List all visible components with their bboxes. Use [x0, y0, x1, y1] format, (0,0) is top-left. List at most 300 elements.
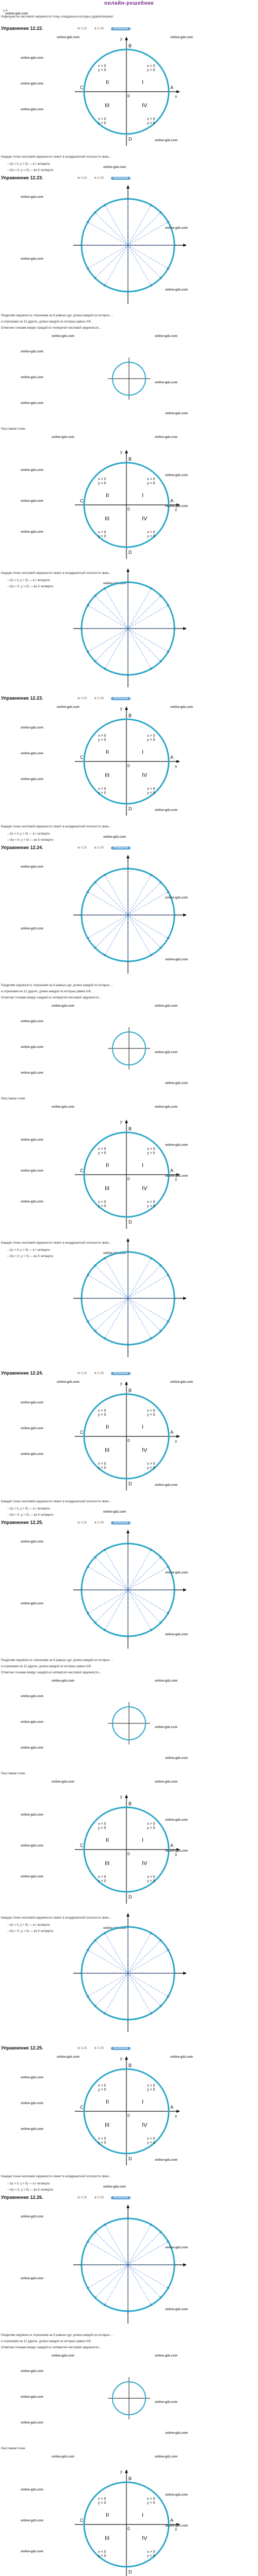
sign-q2-1: y > 0: [98, 1826, 106, 1830]
quadrant-circle-diagram: [70, 2055, 183, 2168]
watermark: online-gdz.com: [165, 1819, 188, 1822]
quadrant-label-1: I: [142, 2512, 144, 2518]
quadrant-label-2: II: [106, 749, 109, 755]
angles-circle-diagram: [66, 1911, 190, 2035]
sign-q1-1: y > 0: [147, 1151, 155, 1155]
watermark: online-gdz.com: [21, 2370, 43, 2373]
caption: – I(x > 0, y > 0) — в I четверти: [7, 833, 50, 836]
quadrant-circle-diagram: [70, 35, 183, 148]
caption: Каждая точка числовой окружности лежит в координатной плоскости свою...: [1, 1242, 111, 1245]
attention-pill[interactable]: Внимание: [111, 2196, 131, 2199]
sign-q3-1: y < 0: [98, 1879, 106, 1883]
watermark: online-gdz.com: [57, 36, 79, 39]
stat-badge[interactable]: ⊕ 3.1К: [77, 2196, 87, 2199]
caption: Расставим точки.: [1, 428, 26, 431]
caption: Расставим точки.: [1, 1097, 26, 1100]
quadrant-label-4: IV: [142, 2122, 148, 2128]
point-c-label: C: [80, 85, 84, 90]
sign-q4-0: x > 0: [147, 1462, 155, 1466]
exercise-title: Упражнение 12.25.: [1, 2045, 43, 2050]
toolbar: [77, 1371, 258, 1376]
watermark: online-gdz.com: [21, 1844, 43, 1848]
watermark: online-gdz.com: [21, 2421, 43, 2425]
sign-q2-1: y > 0: [98, 1151, 106, 1155]
attention-pill[interactable]: Внимание: [111, 697, 131, 700]
axis-y-label: y: [120, 1381, 122, 1386]
watermark: online-gdz.com: [57, 1381, 79, 1384]
attention-pill[interactable]: Внимание: [111, 1372, 131, 1375]
attention-pill[interactable]: Внимание: [111, 177, 131, 180]
origin-label: 0: [127, 1177, 130, 1181]
axis-y-label: y: [120, 1794, 122, 1799]
watermark: online-gdz.com: [155, 2354, 178, 2358]
point-d-label: D: [128, 2569, 132, 2574]
watermark: online-gdz.com: [165, 1850, 188, 1853]
sign-q2-1: y > 0: [98, 482, 106, 485]
watermark: online-gdz.com: [165, 1175, 188, 1178]
sign-q4-1: y < 0: [147, 2554, 155, 2558]
sign-q4-1: y < 0: [147, 1205, 155, 1208]
quadrant-label-4: IV: [142, 772, 148, 778]
caption: и отрезками на 12 других, длина каждой из которых равна π/6.: [1, 2340, 92, 2343]
watermark: online-gdz.com: [21, 2550, 43, 2553]
watermark: online-gdz.com: [103, 1927, 126, 1930]
origin-label: 0: [127, 94, 130, 98]
point-a-label: A: [170, 498, 174, 503]
caption: – II(x < 0, y > 0) — во II четверти: [7, 839, 54, 842]
stat-badge[interactable]: ⊕ 3.1К: [77, 1372, 87, 1375]
exercise-title: Упражнение 12.24.: [1, 845, 43, 850]
watermark: online-gdz.com: [165, 896, 188, 900]
point-d-label: D: [128, 1219, 132, 1225]
sign-q4-0: x > 0: [147, 2550, 155, 2554]
watermark: online-gdz.com: [165, 227, 188, 230]
caption: Каждая точка числовой окружности лежит в координатной плоскости свою...: [1, 1917, 111, 1920]
caption: и отрезками на 12 других, длина каждой из которых равна π/6.: [1, 1665, 92, 1668]
origin-label: 0: [127, 2113, 130, 2118]
watermark: online-gdz.com: [21, 82, 43, 86]
origin-label: 0: [127, 2527, 130, 2531]
watermark: online-gdz.com: [21, 376, 43, 379]
quadrant-label-1: I: [142, 749, 144, 755]
axis-y-label: y: [120, 37, 122, 41]
caption: Каждая точка числовой окружности лежит в координатной плоскости свою...: [1, 2175, 111, 2178]
quadrant-label-2: II: [106, 2099, 109, 2105]
watermark: online-gdz.com: [21, 1200, 43, 1204]
watermark: online-gdz.com: [155, 1680, 178, 1683]
origin-label: 0: [127, 1438, 130, 1443]
watermark: online-gdz.com: [21, 2277, 43, 2280]
caption: Разделим окружность отрезками на 8 равных дуг, длина каждой из которых ...: [1, 314, 114, 317]
caption: – II(x < 0, y > 0) — во II четверти: [7, 2189, 54, 2192]
quadrant-label-4: IV: [142, 2535, 148, 2541]
point-a-label: A: [170, 2518, 174, 2523]
sign-q2-0: x < 0: [98, 2497, 106, 2501]
caption: Разделим окружность отрезками на 8 равных дуг, длина каждой из которых ...: [1, 2334, 114, 2337]
watermark: online-gdz.com: [21, 1695, 43, 1698]
caption: Каждая точка числовой окружности лежит в координатной плоскости свою...: [1, 572, 111, 575]
sign-q3-1: y < 0: [98, 2141, 106, 2145]
watermark: online-gdz.com: [21, 2215, 43, 2218]
watermark: online-gdz.com: [103, 2185, 126, 2189]
sign-q3-0: x < 0: [98, 1875, 106, 1879]
caption: и отрезками на 12 других, длина каждой из которых равна π/6.: [1, 320, 92, 324]
quadrant-label-2: II: [106, 1162, 109, 1168]
watermark: online-gdz.com: [155, 2401, 178, 2404]
quadrant-label-3: III: [105, 1860, 110, 1867]
watermark: online-gdz.com: [52, 2455, 74, 2459]
watermark: online-gdz.com: [52, 1005, 74, 1008]
attention-pill[interactable]: Внимание: [111, 846, 131, 850]
quadrant-label-2: II: [106, 79, 109, 86]
sign-q2-0: x < 0: [98, 1409, 106, 1413]
sign-q3-1: y < 0: [98, 535, 106, 538]
watermark: online-gdz.com: [21, 778, 43, 781]
watermark: online-gdz.com: [21, 1747, 43, 1750]
watermark: online-gdz.com: [21, 108, 43, 111]
watermark: online-gdz.com: [21, 1427, 43, 1430]
answer-circle-diagram: [106, 1025, 152, 1072]
watermark: online-gdz.com: [155, 436, 178, 439]
watermark: online-gdz.com: [170, 1381, 193, 1384]
point-c-label: C: [80, 1430, 84, 1435]
watermark: online-gdz.com: [21, 752, 43, 755]
stat-badge[interactable]: ⊕ 3.2К: [94, 697, 104, 700]
watermark: online-gdz.com: [165, 958, 188, 961]
quadrant-label-1: I: [142, 1162, 144, 1168]
sign-q3-0: x < 0: [98, 531, 106, 534]
watermark: online-gdz.com: [155, 1005, 178, 1008]
sign-q1-0: x > 0: [147, 734, 155, 738]
caption: – I(x > 0, y > 0) — в I четверти: [7, 2182, 50, 2185]
caption: – I(x > 0, y > 0) — в I четверти: [7, 163, 50, 166]
sign-q4-0: x > 0: [147, 1200, 155, 1204]
caption: Каждая точка числовой окружности лежит в координатной плоскости свою...: [1, 156, 111, 159]
sign-q3-1: y < 0: [98, 791, 106, 795]
watermark: online-gdz.com: [155, 335, 178, 338]
watermark: online-gdz.com: [155, 381, 178, 384]
axis-x-label: x: [175, 1852, 177, 1857]
stat-badge[interactable]: ⊕ 3.2К: [94, 1372, 104, 1375]
toolbar: [77, 697, 258, 701]
watermark: online-gdz.com: [21, 2396, 43, 2399]
quadrant-label-3: III: [105, 2535, 110, 2541]
quadrant-label-3: III: [105, 772, 110, 778]
stat-badge[interactable]: ⊕ 3.2К: [94, 2196, 104, 2199]
watermark: online-gdz.com: [21, 57, 43, 60]
caption: Отметим точками вокруг каждой из четвертей числовой окружности...: [1, 327, 102, 330]
caption: – I(x > 0, y > 0) — в I четверти: [7, 1249, 50, 1252]
watermark: online-gdz.com: [165, 1082, 188, 1085]
watermark: online-gdz.com: [165, 474, 188, 477]
quadrant-label-1: I: [142, 2099, 144, 2105]
sign-q2-1: y > 0: [98, 2501, 106, 2505]
sign-q4-0: x > 0: [147, 531, 155, 534]
watermark: online-gdz.com: [21, 2128, 43, 2131]
stat-badge[interactable]: ⊕ 3.2К: [94, 177, 104, 180]
sign-q4-1: y < 0: [147, 2141, 155, 2145]
watermark: online-gdz.com: [52, 335, 74, 338]
point-c-label: C: [80, 1168, 84, 1173]
sign-q4-0: x > 0: [147, 1875, 155, 1879]
stat-badge[interactable]: ⊕ 3.1К: [77, 27, 87, 30]
sign-q1-1: y > 0: [147, 69, 155, 72]
point-d-label: D: [128, 1894, 132, 1900]
watermark: online-gdz.com: [5, 12, 28, 15]
watermark: online-gdz.com: [21, 500, 43, 503]
sign-q1-1: y > 0: [147, 2088, 155, 2092]
watermark: online-gdz.com: [21, 1046, 43, 1049]
sign-q1-0: x > 0: [147, 1409, 155, 1413]
sign-q4-1: y < 0: [147, 535, 155, 538]
watermark: online-gdz.com: [165, 1144, 188, 1147]
quadrant-label-4: IV: [142, 103, 148, 109]
watermark: online-gdz.com: [170, 2056, 193, 2059]
toolbar: [77, 1521, 258, 1526]
watermark: online-gdz.com: [21, 2519, 43, 2522]
watermark: online-gdz.com: [52, 1781, 74, 1784]
watermark: online-gdz.com: [165, 2494, 188, 2497]
watermark: online-gdz.com: [21, 196, 43, 199]
sign-q2-0: x < 0: [98, 64, 106, 68]
watermark: online-gdz.com: [103, 1511, 126, 1514]
sign-q3-1: y < 0: [98, 2554, 106, 2558]
point-b-label: B: [128, 1801, 132, 1806]
sign-q2-1: y > 0: [98, 2088, 106, 2092]
toolbar: [77, 27, 258, 31]
sign-q4-1: y < 0: [147, 1466, 155, 1470]
sign-q1-0: x > 0: [147, 478, 155, 481]
caption: Расставим точки.: [1, 1772, 26, 1775]
origin-label: 0: [127, 764, 130, 768]
watermark: online-gdz.com: [155, 139, 178, 142]
point-b-label: B: [128, 713, 132, 718]
quadrant-label-4: IV: [142, 516, 148, 522]
angles-circle-diagram: [66, 567, 190, 690]
point-a-label: A: [170, 755, 174, 760]
watermark: online-gdz.com: [155, 1106, 178, 1109]
watermark: online-gdz.com: [155, 2455, 178, 2459]
point-c-label: C: [80, 755, 84, 760]
point-d-label: D: [128, 137, 132, 142]
watermark: online-gdz.com: [170, 36, 193, 39]
answer-circle-diagram: [106, 355, 152, 402]
watermark: online-gdz.com: [52, 1106, 74, 1109]
watermark: online-gdz.com: [103, 166, 126, 169]
point-b-label: B: [128, 1126, 132, 1131]
sign-q2-0: x < 0: [98, 734, 106, 738]
watermark: online-gdz.com: [21, 2076, 43, 2079]
quadrant-label-1: I: [142, 1424, 144, 1430]
stat-badge[interactable]: ⊕ 3.2К: [94, 27, 104, 30]
watermark: online-gdz.com: [170, 706, 193, 709]
sign-q1-1: y > 0: [147, 1826, 155, 1830]
attention-pill[interactable]: Внимание: [111, 27, 131, 30]
watermark: online-gdz.com: [21, 2488, 43, 2492]
point-d-label: D: [128, 2156, 132, 2161]
caption: Разделим окружность отрезками на 8 равных дуг, длина каждой из которых ...: [1, 1659, 114, 1662]
point-a-label: A: [170, 1843, 174, 1848]
sign-q1-0: x > 0: [147, 1822, 155, 1826]
watermark: online-gdz.com: [21, 866, 43, 869]
sign-q1-1: y > 0: [147, 738, 155, 742]
sign-q3-0: x < 0: [98, 2550, 106, 2554]
axis-x-label: x: [175, 507, 177, 512]
sign-q4-1: y < 0: [147, 122, 155, 125]
point-a-label: A: [170, 2105, 174, 2110]
sign-q1-0: x > 0: [147, 2084, 155, 2088]
sign-q1-0: x > 0: [147, 2497, 155, 2501]
watermark: online-gdz.com: [21, 1170, 43, 1173]
sign-q3-0: x < 0: [98, 1462, 106, 1466]
axis-x-label: x: [175, 94, 177, 99]
answer-circle-diagram: [106, 1700, 152, 1747]
stat-badge[interactable]: ⊕ 3.1К: [77, 2047, 87, 2050]
watermark: online-gdz.com: [21, 2102, 43, 2105]
quadrant-label-4: IV: [142, 1447, 148, 1453]
watermark: online-gdz.com: [21, 1814, 43, 1817]
exercise-title: Упражнение 12.25.: [1, 1520, 43, 1525]
watermark: online-gdz.com: [103, 836, 126, 839]
axis-x-label: x: [175, 2527, 177, 2532]
watermark: online-gdz.com: [165, 2246, 188, 2249]
watermark: online-gdz.com: [52, 2354, 74, 2358]
caption: – I(x > 0, y > 0) — в I четверти: [7, 579, 50, 582]
watermark: online-gdz.com: [21, 402, 43, 405]
watermark: online-gdz.com: [57, 2056, 79, 2059]
point-d-label: D: [128, 550, 132, 555]
toolbar: [77, 846, 258, 851]
exercise-title: Упражнение 12.26.: [1, 2195, 43, 2200]
site-header: [0, 0, 258, 7]
point-c-label: C: [80, 1843, 84, 1848]
point-d-label: D: [128, 1481, 132, 1486]
point-c-label: C: [80, 2518, 84, 2523]
sign-q3-1: y < 0: [98, 122, 106, 125]
watermark: online-gdz.com: [21, 258, 43, 261]
watermark: online-gdz.com: [21, 1401, 43, 1404]
watermark: online-gdz.com: [165, 2432, 188, 2435]
watermark: online-gdz.com: [21, 1540, 43, 1544]
origin-label: 0: [127, 1852, 130, 1856]
sign-q3-1: y < 0: [98, 1466, 106, 1470]
caption: – II(x < 0, y > 0) — во II четверти: [7, 1255, 54, 1258]
quadrant-label-3: III: [105, 1447, 110, 1453]
watermark: online-gdz.com: [165, 505, 188, 508]
watermark: online-gdz.com: [155, 1051, 178, 1054]
sign-q1-0: x > 0: [147, 1147, 155, 1151]
attention-pill[interactable]: Внимание: [111, 1521, 131, 1524]
toolbar: [77, 2046, 258, 2051]
attention-pill[interactable]: Внимание: [111, 2047, 131, 2050]
sign-q4-1: y < 0: [147, 791, 155, 795]
watermark: online-gdz.com: [52, 436, 74, 439]
sign-q3-1: y < 0: [98, 1205, 106, 1208]
stat-badge[interactable]: ⊕ 3.2К: [94, 1521, 104, 1524]
sign-q3-0: x < 0: [98, 1200, 106, 1204]
sign-q1-1: y > 0: [147, 2501, 155, 2505]
stat-badge[interactable]: ⊕ 3.1К: [77, 697, 87, 700]
stat-badge[interactable]: ⊕ 3.2К: [94, 2047, 104, 2050]
watermark: online-gdz.com: [21, 1875, 43, 1878]
point-c-label: C: [80, 2105, 84, 2110]
watermark: online-gdz.com: [155, 809, 178, 812]
watermark: online-gdz.com: [21, 1139, 43, 1142]
watermark: online-gdz.com: [21, 1453, 43, 1456]
point-a-label: A: [170, 85, 174, 90]
quadrant-label-2: II: [106, 1424, 109, 1430]
quadrant-label-4: IV: [142, 1185, 148, 1192]
quadrant-label-2: II: [106, 2512, 109, 2518]
point-b-label: B: [128, 2476, 132, 2481]
watermark: online-gdz.com: [52, 1680, 74, 1683]
quadrant-label-4: IV: [142, 1860, 148, 1867]
stat-badge[interactable]: ⊕ 3.1К: [77, 1521, 87, 1524]
quadrant-label-3: III: [105, 2122, 110, 2128]
site-logo[interactable]: онлайн-решебник: [104, 1, 154, 6]
sign-q2-0: x < 0: [98, 2084, 106, 2088]
watermark: online-gdz.com: [21, 350, 43, 353]
quadrant-circle-diagram: [70, 2468, 183, 2576]
point-c-label: C: [80, 498, 84, 503]
quadrant-label-1: I: [142, 493, 144, 499]
exercise-title: Упражнение 12.22.: [1, 26, 43, 31]
caption: – I(x > 0, y > 0) — в I четверти: [7, 1924, 50, 1927]
watermark: online-gdz.com: [57, 706, 79, 709]
watermark: online-gdz.com: [165, 412, 188, 415]
toolbar: [77, 176, 258, 181]
watermark: online-gdz.com: [165, 2524, 188, 2528]
axis-y-label: y: [120, 2056, 122, 2061]
exercise-title: Упражнение 12.24.: [1, 1370, 43, 1376]
sign-q2-1: y > 0: [98, 69, 106, 72]
axis-x-label: x: [175, 2114, 177, 2119]
sign-q4-0: x > 0: [147, 117, 155, 121]
sign-q4-1: y < 0: [147, 1879, 155, 1883]
stat-badge[interactable]: ⊕ 3.2К: [94, 846, 104, 850]
caption: Расставим точки.: [1, 2447, 26, 2450]
axis-y-label: y: [120, 1120, 122, 1124]
sign-q2-0: x < 0: [98, 1822, 106, 1826]
origin-label: 0: [127, 507, 130, 512]
axis-x-label: x: [175, 764, 177, 769]
watermark: online-gdz.com: [21, 726, 43, 730]
quadrant-label-3: III: [105, 103, 110, 109]
watermark: online-gdz.com: [155, 1726, 178, 1729]
caption: Разделим окружность отрезками на 8 равных дуг, длина каждой из которых ...: [1, 984, 114, 987]
axis-x-label: x: [175, 1177, 177, 1182]
stat-badge[interactable]: ⊕ 3.1К: [77, 177, 87, 180]
caption: Каждая точка числовой окружности лежит в координатной плоскости свою...: [1, 1500, 111, 1503]
watermark: online-gdz.com: [103, 582, 126, 585]
quadrant-label-3: III: [105, 1185, 110, 1192]
caption: – II(x < 0, y > 0) — во II четверти: [7, 585, 54, 588]
toolbar: [77, 2196, 258, 2200]
watermark: online-gdz.com: [103, 1252, 126, 1255]
watermark: online-gdz.com: [155, 2159, 178, 2162]
watermark: online-gdz.com: [21, 531, 43, 534]
quadrant-label-1: I: [142, 79, 144, 86]
point-a-label: A: [170, 1430, 174, 1435]
sign-q2-0: x < 0: [98, 478, 106, 481]
point-b-label: B: [128, 43, 132, 48]
sign-q3-0: x < 0: [98, 2137, 106, 2141]
sign-q2-1: y > 0: [98, 738, 106, 742]
watermark: online-gdz.com: [165, 289, 188, 292]
sign-q4-0: x > 0: [147, 787, 155, 791]
stat-badge[interactable]: ⊕ 3.1К: [77, 846, 87, 850]
watermark: online-gdz.com: [155, 1484, 178, 1487]
